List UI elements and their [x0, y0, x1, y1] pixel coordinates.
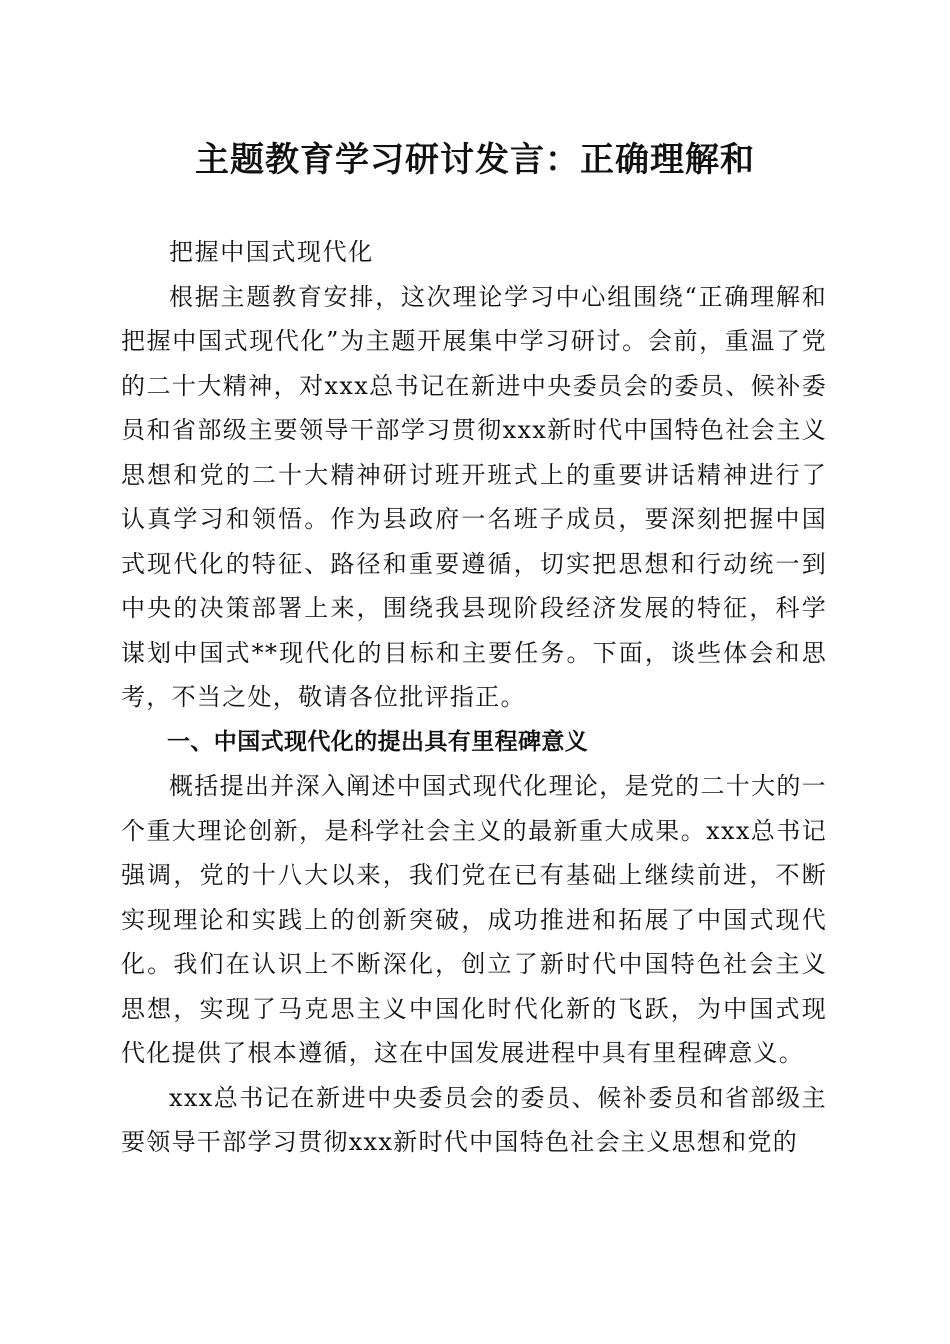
subtitle-line: 把握中国式现代化	[169, 238, 374, 266]
intro-paragraph: 根据主题教育安排，这次理论学习中心组围绕“正确理解和把握中国式现代化”为主题开展集中学习研讨。会前，重温了党的二十大精神，对xxx总书记在新进中央委员会的委员、候补委员和省部级主要领导干部学习贯彻xxx新时代中国特色社会主义思想和党的二十大精神研讨班开班式上的重要讲话精神进行了认真学习和领悟。作为县政府一名班子成员，要深刻把握中国式现代化的特征、路径和重要遵循，切实把思想和行动统一到中央的决策部署上来，围绕我县现阶段经济发展的特征，科学谋划中国式**现代化的目标和主要任务。下面，谈些体会和思考，不当之处，敬请各位批评指正。	[121, 282, 827, 711]
section-heading: 一、中国式现代化的提出具有里程碑意义	[167, 728, 589, 755]
section-paragraph-continued: xxx总书记在新进中央委员会的委员、候补委员和省部级主要领导干部学习贯彻xxx新时代中国特色社会主义思想和党的	[121, 1083, 827, 1156]
document-body	[121, 230, 827, 1165]
document-title: 主题教育学习研讨发言：正确理解和	[195, 140, 755, 180]
section-paragraph: 概括提出并深入阐述中国式现代化理论，是党的二十大的一个重大理论创新，是科学社会主义的最新重大成果。xxx总书记强调，党的十八大以来，我们党在已有基础上继续前进，不断实现理论和实践上的创新突破，成功推进和拓展了中国式现代化。我们在认识上不断深化，创立了新时代中国特色社会主义思想，实现了马克思主义中国化时代化新的飞跃，为中国式现代化提供了根本遵循，这在中国发展进程中具有里程碑意义。	[121, 772, 827, 1067]
